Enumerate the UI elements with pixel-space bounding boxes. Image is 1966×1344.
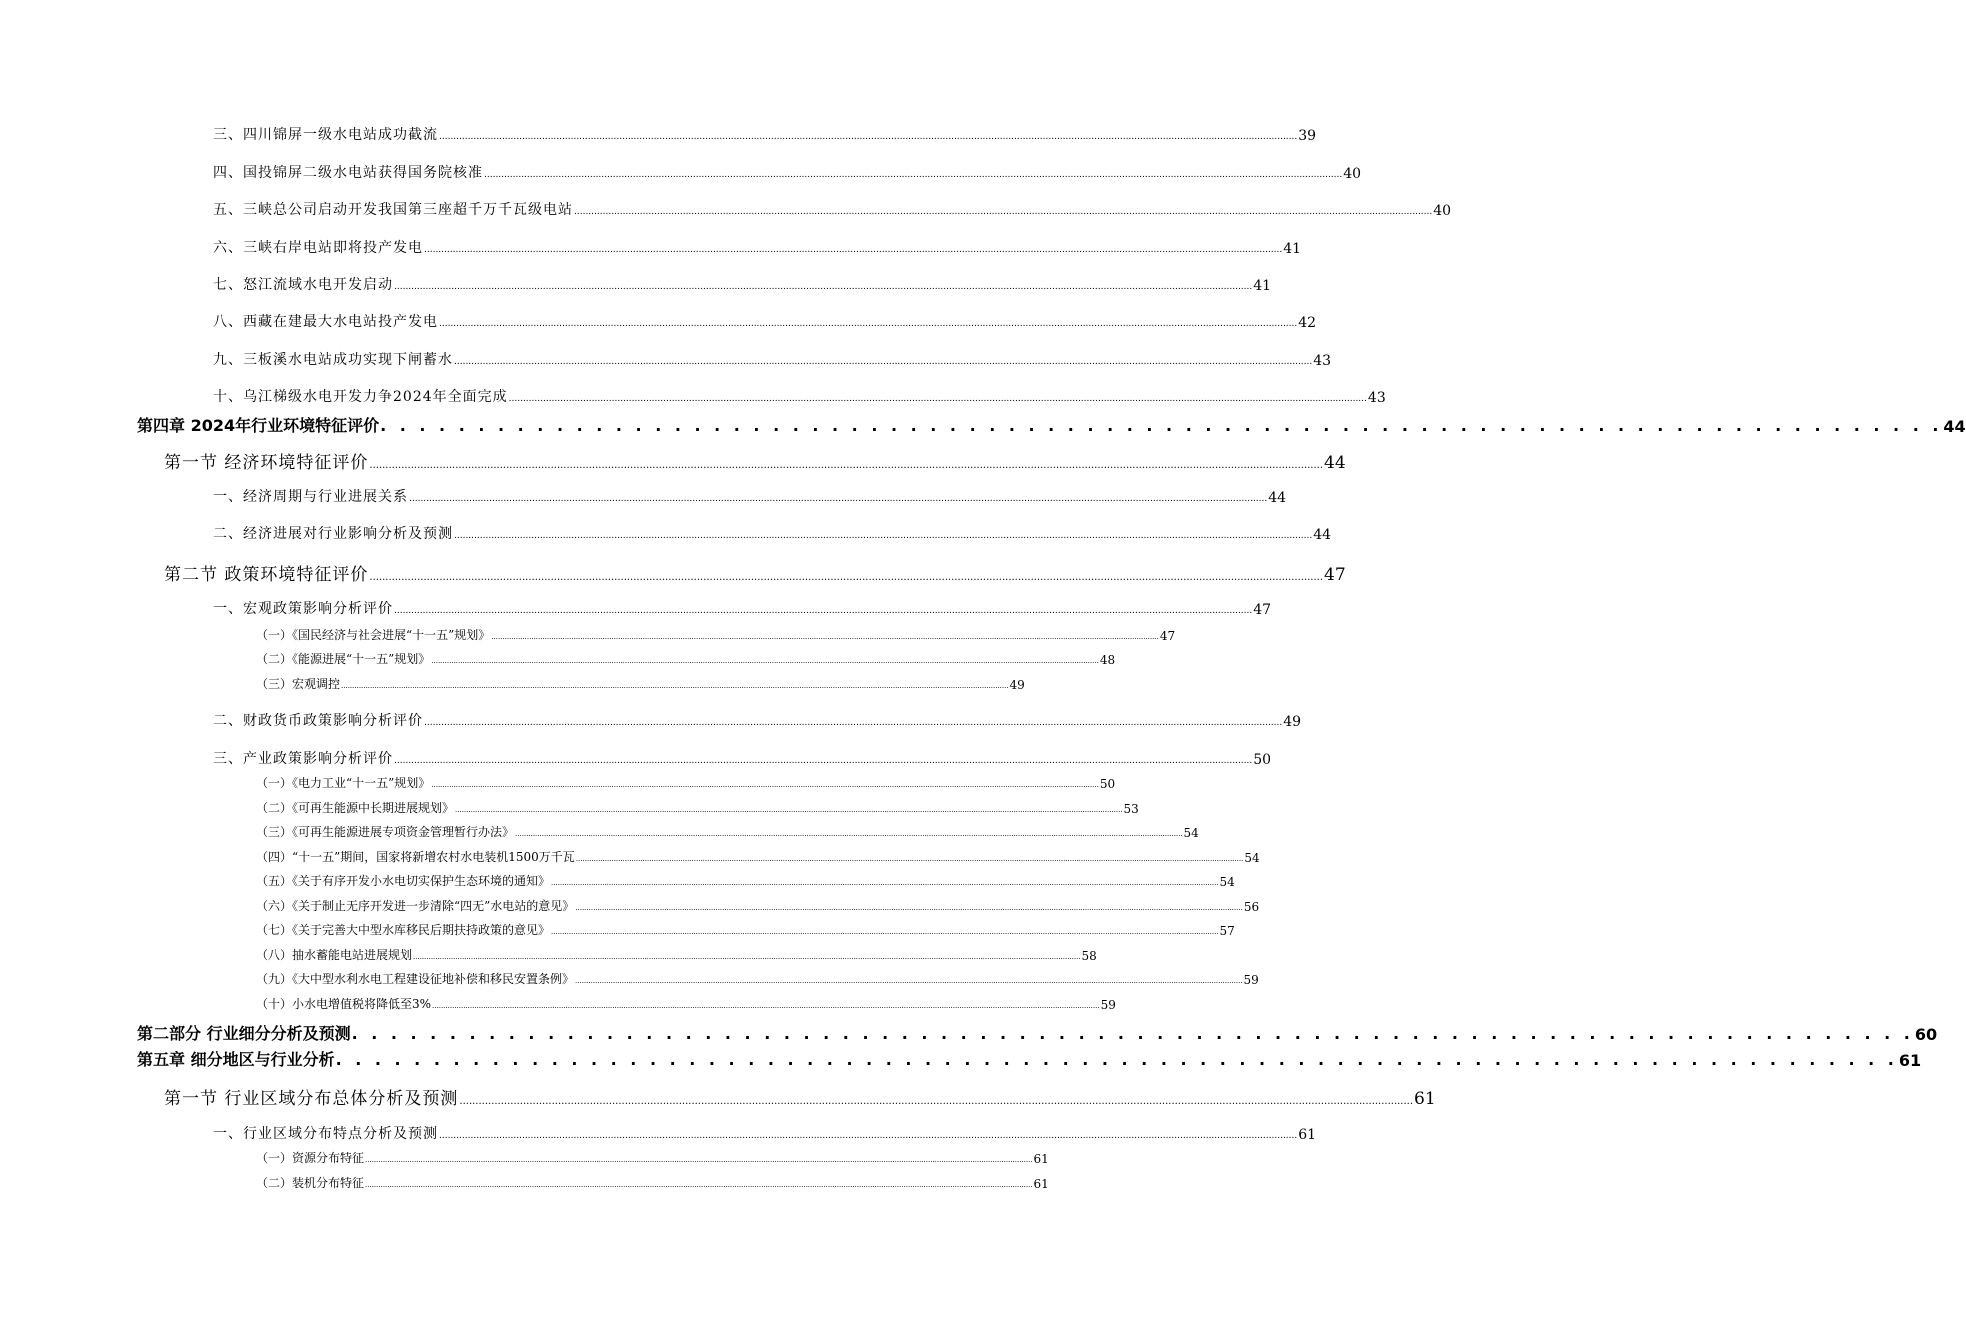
toc-entry-page-number: 47 — [1253, 602, 1272, 618]
dot-leader: ............................................................................................................................................................................................................................................................................................................ — [369, 460, 1324, 471]
toc-entry[interactable] — [213, 351, 1332, 369]
toc-entry-title: 第二节 政策环境特征评价 — [164, 565, 369, 585]
toc-entry[interactable] — [256, 1175, 1049, 1191]
toc-entry-title: （一）《国民经济与社会进展“十一五”规划》 — [256, 628, 491, 642]
toc-entry[interactable] — [256, 996, 1116, 1012]
dot-leader: ............................................................................................................................................................................................................................................................................................................ — [551, 879, 1219, 887]
toc-entry-page-number: 48 — [1099, 653, 1116, 667]
dot-leader: ............................................................................................................................................................................................................................................................................................................ — [409, 494, 1268, 504]
dot-leader: ............................................................................................................................................................................................................................................................................................................ — [484, 170, 1343, 180]
toc-entry[interactable] — [137, 1022, 1938, 1044]
toc-entry-page-number: 54 — [1183, 826, 1199, 840]
toc-entry-title: 三、四川锦屏一级水电站成功截流 — [213, 127, 438, 143]
toc-entry-page-number: 56 — [1243, 900, 1260, 914]
dot-leader: ............................................................................................................................................................................................................................................................................................................ — [365, 1156, 1033, 1164]
toc-entry[interactable] — [213, 488, 1287, 506]
dot-leader: ............................................................................................................................................................................................................................................................................................................ — [454, 357, 1313, 367]
toc-entry-page-number: 42 — [1298, 315, 1317, 331]
dot-leader: ............................................................................................................................................................................................................................................................................................................ — [575, 904, 1243, 912]
toc-entry[interactable] — [256, 971, 1259, 987]
toc-entry[interactable] — [137, 1048, 1922, 1070]
toc-entry-title: （二）装机分布特征 — [256, 1176, 365, 1190]
toc-entry-page-number: 41 — [1283, 241, 1302, 257]
dot-leader: . . . . . . . . . . . . . . . . . . . . . . . . . . . . . . . . . . . . . . . . . . . . . . . . . . . . . . . . . . . . . . . . . . . . . . . . . . . . . . . . — [335, 1050, 1898, 1069]
dot-leader: ............................................................................................................................................................................................................................................................................................................ — [574, 207, 1433, 217]
toc-entry-title: （六）《关于制止无序开发进一步清除“四无”水电站的意见》 — [256, 899, 575, 913]
dot-leader: ............................................................................................................................................................................................................................................................................................................ — [431, 657, 1099, 665]
toc-entry-page-number: 61 — [1033, 1152, 1049, 1166]
toc-entry-page-number: 49 — [1283, 714, 1302, 730]
dot-leader: ............................................................................................................................................................................................................................................................................................................ — [459, 1096, 1414, 1107]
toc-entry-page-number: 61 — [1298, 1127, 1317, 1143]
toc-entry[interactable] — [256, 922, 1235, 938]
toc-entry[interactable] — [213, 201, 1452, 219]
toc-entry[interactable] — [256, 947, 1097, 963]
toc-entry[interactable] — [256, 676, 1025, 692]
toc-entry[interactable] — [213, 388, 1386, 406]
toc-entry-title: 七、怒江流域水电开发启动 — [213, 277, 393, 293]
toc-entry-title: （五）《关于有序开发小水电切实保护生态环境的通知》 — [256, 874, 551, 888]
toc-entry-page-number: 57 — [1219, 924, 1235, 938]
toc-entry[interactable] — [256, 775, 1116, 791]
toc-entry-page-number: 44 — [1943, 417, 1966, 436]
dot-leader: ............................................................................................................................................................................................................................................................................................................ — [508, 394, 1367, 404]
toc-entry-page-number: 61 — [1898, 1051, 1922, 1070]
toc-entry-page-number: 54 — [1219, 875, 1235, 889]
dot-leader: ............................................................................................................................................................................................................................................................................................................ — [424, 718, 1283, 728]
toc-entry[interactable] — [213, 313, 1317, 331]
dot-leader: ............................................................................................................................................................................................................................................................................................................ — [394, 606, 1253, 616]
toc-entry-page-number: 44 — [1313, 527, 1332, 543]
toc-entry-title: （二）《能源进展“十一五”规划》 — [256, 652, 431, 666]
toc-entry-page-number: 61 — [1033, 1177, 1049, 1191]
toc-entry-title: 一、行业区域分布特点分析及预测 — [213, 1126, 438, 1142]
toc-entry[interactable] — [256, 873, 1235, 889]
toc-entry-page-number: 54 — [1244, 851, 1260, 865]
toc-entry-title: 五、三峡总公司启动开发我国第三座超千万千瓦级电站 — [213, 202, 573, 218]
toc-entry-page-number: 41 — [1253, 278, 1272, 294]
toc-entry[interactable] — [256, 651, 1116, 667]
toc-entry-title: （七）《关于完善大中型水库移民后期扶持政策的意见》 — [256, 923, 551, 937]
toc-entry-page-number: 43 — [1367, 390, 1386, 406]
toc-entry-page-number: 49 — [1009, 678, 1025, 692]
toc-entry-title: （八）抽水蓄能电站进展规划 — [256, 948, 413, 962]
toc-entry-title: （三）《可再生能源进展专项资金管理暂行办法》 — [256, 825, 515, 839]
toc-entry-page-number: 39 — [1298, 128, 1317, 144]
toc-entry[interactable] — [213, 164, 1362, 182]
dot-leader: ............................................................................................................................................................................................................................................................................................................ — [431, 781, 1099, 789]
toc-entry-title: （一）资源分布特征 — [256, 1151, 365, 1165]
toc-entry-title: （三）宏观调控 — [256, 677, 341, 691]
toc-entry-title: 第一节 经济环境特征评价 — [164, 453, 369, 473]
dot-leader: ............................................................................................................................................................................................................................................................................................................ — [491, 633, 1159, 641]
toc-entry-title: 二、财政货币政策影响分析评价 — [213, 713, 423, 729]
toc-entry[interactable] — [256, 824, 1199, 840]
toc-entry-page-number: 59 — [1100, 998, 1116, 1012]
toc-entry-title: 四、国投锦屏二级水电站获得国务院核准 — [213, 165, 483, 181]
toc-entry[interactable] — [164, 1087, 1436, 1109]
toc-entry[interactable] — [213, 750, 1272, 768]
dot-leader: ............................................................................................................................................................................................................................................................................................................ — [551, 928, 1219, 936]
toc-entry-page-number: 60 — [1914, 1025, 1938, 1044]
toc-entry[interactable] — [256, 627, 1176, 643]
toc-entry-page-number: 43 — [1313, 353, 1332, 369]
toc-entry-title: 一、经济周期与行业进展关系 — [213, 489, 408, 505]
toc-entry[interactable] — [213, 600, 1272, 618]
toc-entry[interactable] — [213, 126, 1317, 144]
dot-leader: ............................................................................................................................................................................................................................................................................................................ — [439, 1131, 1298, 1141]
toc-entry-page-number: 47 — [1324, 565, 1346, 585]
dot-leader: . . . . . . . . . . . . . . . . . . . . . . . . . . . . . . . . . . . . . . . . . . . . . . . . . . . . . . . . . . . . . . . . . . . . . . . . . . . . . . . . — [351, 1024, 1914, 1043]
dot-leader: ............................................................................................................................................................................................................................................................................................................ — [369, 572, 1324, 583]
toc-entry[interactable] — [213, 276, 1272, 294]
toc-entry-page-number: 40 — [1343, 166, 1362, 182]
toc-entry-page-number: 47 — [1159, 629, 1176, 643]
dot-leader: ............................................................................................................................................................................................................................................................................................................ — [439, 319, 1298, 329]
toc-entry-title: 八、西藏在建最大水电站投产发电 — [213, 314, 438, 330]
toc-entry-title: （四）“十一五”期间，国家将新增农村水电装机1500万千瓦 — [256, 850, 575, 864]
toc-entry[interactable] — [256, 1150, 1049, 1166]
toc-entry[interactable] — [164, 563, 1346, 585]
toc-entry-page-number: 53 — [1123, 802, 1139, 816]
dot-leader: ............................................................................................................................................................................................................................................................................................................ — [515, 830, 1183, 838]
toc-entry-title: 第一节 行业区域分布总体分析及预测 — [164, 1089, 459, 1109]
toc-entry-title: 二、经济进展对行业影响分析及预测 — [213, 526, 453, 542]
dot-leader: ............................................................................................................................................................................................................................................................................................................ — [424, 245, 1283, 255]
dot-leader: ............................................................................................................................................................................................................................................................................................................ — [413, 953, 1081, 961]
toc-entry[interactable] — [213, 239, 1302, 257]
toc-entry-title: （二）《可再生能源中长期进展规划》 — [256, 801, 455, 815]
dot-leader: ............................................................................................................................................................................................................................................................................................................ — [365, 1181, 1033, 1189]
toc-entry-page-number: 50 — [1253, 752, 1272, 768]
toc-entry[interactable] — [164, 451, 1346, 473]
toc-entry-title: （一）《电力工业“十一五”规划》 — [256, 776, 431, 790]
toc-entry[interactable] — [256, 849, 1260, 865]
dot-leader: . . . . . . . . . . . . . . . . . . . . . . . . . . . . . . . . . . . . . . . . . . . . . . . . . . . . . . . . . . . . . . . . . . . . . . . . . . . . . . . . — [380, 416, 1943, 435]
toc-entry-page-number: 44 — [1268, 490, 1287, 506]
dot-leader: ............................................................................................................................................................................................................................................................................................................ — [432, 1002, 1100, 1010]
toc-entry[interactable] — [137, 414, 1966, 436]
toc-entry[interactable] — [213, 712, 1302, 730]
dot-leader: ............................................................................................................................................................................................................................................................................................................ — [394, 756, 1253, 766]
toc-entry[interactable] — [213, 525, 1332, 543]
toc-entry-title: （九）《大中型水利水电工程建设征地补偿和移民安置条例》 — [256, 972, 575, 986]
toc-entry-page-number: 50 — [1099, 777, 1116, 791]
toc-entry-page-number: 40 — [1433, 203, 1452, 219]
toc-entry-page-number: 61 — [1414, 1089, 1436, 1109]
toc-entry-title: 第四章 2024年行业环境特征评价 — [137, 416, 380, 435]
toc-entry-page-number: 58 — [1081, 949, 1097, 963]
dot-leader: ............................................................................................................................................................................................................................................................................................................ — [575, 855, 1244, 863]
toc-entry-title: 第五章 细分地区与行业分析 — [137, 1050, 335, 1069]
dot-leader: ............................................................................................................................................................................................................................................................................................................ — [341, 682, 1009, 690]
toc-entry-title: 九、三板溪水电站成功实现下闸蓄水 — [213, 352, 453, 368]
toc-entry-page-number: 44 — [1324, 453, 1346, 473]
toc-entry-title: 六、三峡右岸电站即将投产发电 — [213, 240, 423, 256]
toc-entry-page-number: 59 — [1243, 973, 1259, 987]
toc-entry-title: 第二部分 行业细分分析及预测 — [137, 1024, 351, 1043]
toc-entry-title: （十）小水电增值税将降低至3% — [256, 997, 432, 1011]
toc-entry-title: 一、宏观政策影响分析评价 — [213, 601, 393, 617]
toc-entry-title: 十、乌江梯级水电开发力争2024年全面完成 — [213, 389, 508, 405]
toc-entry[interactable] — [256, 898, 1260, 914]
dot-leader: ............................................................................................................................................................................................................................................................................................................ — [439, 132, 1298, 142]
toc-entry-title: 三、产业政策影响分析评价 — [213, 751, 393, 767]
dot-leader: ............................................................................................................................................................................................................................................................................................................ — [575, 977, 1243, 985]
dot-leader: ............................................................................................................................................................................................................................................................................................................ — [394, 282, 1253, 292]
toc-entry[interactable] — [213, 1125, 1317, 1143]
toc-entry[interactable] — [256, 800, 1139, 816]
dot-leader: ............................................................................................................................................................................................................................................................................................................ — [454, 531, 1313, 541]
dot-leader: ............................................................................................................................................................................................................................................................................................................ — [455, 806, 1123, 814]
